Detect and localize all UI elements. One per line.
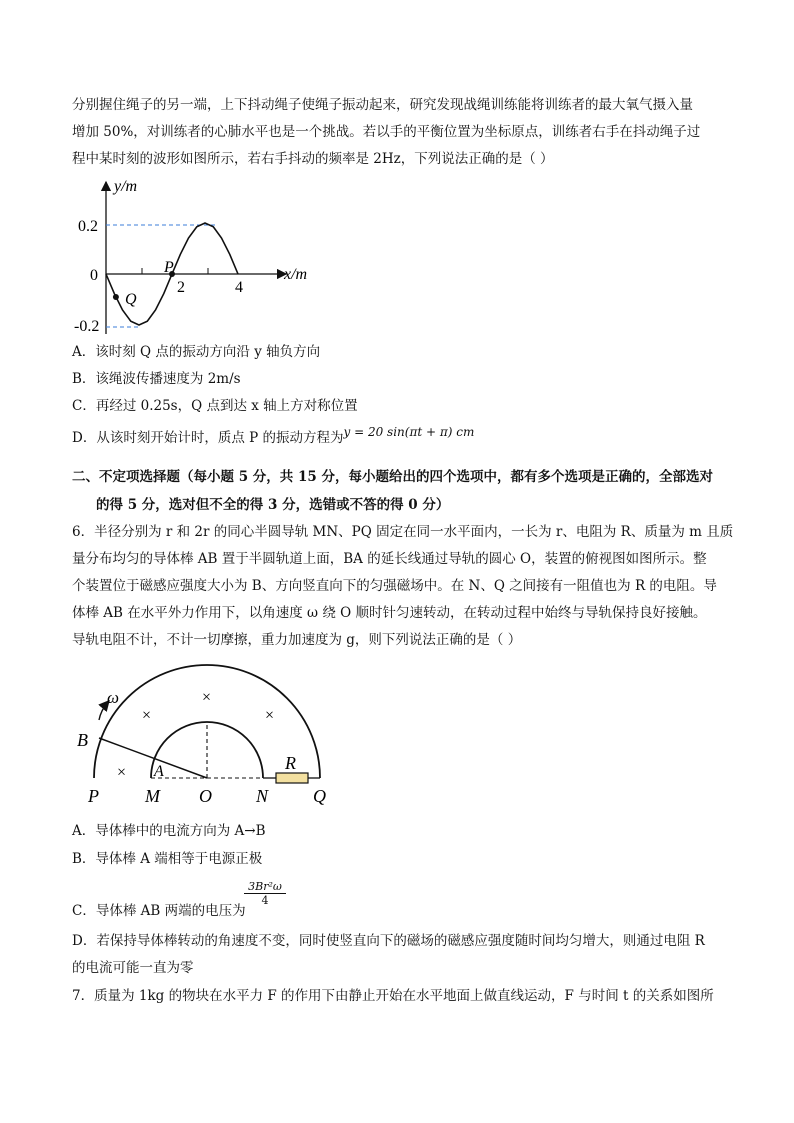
wave-figure [70, 176, 330, 341]
point-p-label: P [164, 259, 174, 276]
y-tick-label-neg0.2: -0.2 [74, 318, 100, 335]
y-axis-label: y/m [114, 178, 138, 195]
omega-label: ω [107, 688, 120, 707]
q5-option-d-formula: y = 20 sin(πt + π) cm [343, 425, 475, 439]
rail-figure [72, 660, 342, 810]
q6-option-d-line-1: D．若保持导体棒转动的角速度不变，同时使竖直向下的磁场的磁感应强度随时间均匀增大，则通过电阻 R [72, 933, 705, 949]
q6-line-4: 体棒 AB 在水平外力作用下，以角速度 ω 绕 O 顺时针匀速转动，在转动过程中始终与导轨保持良好接触。 [72, 605, 707, 621]
field-cross: × [142, 707, 152, 724]
field-cross: × [265, 707, 275, 724]
q5-option-b: B．该绳波传播速度为 2m/s [72, 371, 241, 387]
q6-option-d-line-2: 的电流可能一直为零 [72, 960, 194, 976]
conductor-rod [99, 738, 207, 778]
q6-line-2: 量分布均匀的导体棒 AB 置于半圆轨道上面，BA 的延长线通过导轨的圆心 O，装置的俯视图如图所示。整 [72, 551, 707, 567]
q5-option-d-text: D．从该时刻开始计时，质点 P 的振动方程为 [72, 430, 344, 446]
q5-option-d [72, 425, 475, 447]
q6-option-b: B．导体棒 A 端相等于电源正极 [72, 851, 263, 867]
fraction-numerator: 3Br²ω [244, 880, 286, 894]
label-n: N [256, 786, 269, 806]
intro-line-1: 分别握住绳子的另一端，上下抖动绳子使绳子振动起来，研究发现战绳训练能将训练者的最大氧气摄入量 [72, 97, 693, 113]
point-q-dot [113, 294, 119, 300]
intro-line-3: 程中某时刻的波形如图所示，若右手抖动的频率是 2Hz，下列说法正确的是（ ） [72, 151, 554, 167]
label-o: O [199, 786, 212, 806]
field-cross: × [202, 689, 212, 706]
label-m: M [145, 786, 160, 806]
intro-line-2: 增加 50%，对训练者的心肺水平也是一个挑战。若以手的平衡位置为坐标原点，训练者右手在抖动绳子过 [72, 124, 701, 140]
q5-option-c: C．再经过 0.25s，Q 点到达 x 轴上方对称位置 [72, 398, 358, 414]
q7-line-1: 7．质量为 1kg 的物块在水平力 F 的作用下由静止开始在水平地面上做直线运动，F 与时间 t 的关系如图所 [72, 988, 714, 1004]
label-b: B [77, 730, 88, 750]
point-q-label: Q [125, 291, 137, 308]
q6-line-1: 6．半径分别为 r 和 2r 的同心半圆导轨 MN、PQ 固定在同一水平面内，一长为 r、电阻为 R、质量为 m 且质 [72, 524, 734, 540]
fraction-denominator: 4 [261, 894, 269, 907]
section2-line-2: 的得 5 分，选对但不全的得 3 分，选错或不答的得 0 分） [96, 497, 450, 513]
q6-option-a: A．导体棒中的电流方向为 A→B [72, 823, 266, 839]
x-tick-label-2: 2 [177, 279, 185, 296]
section2-line-1: 二、不定项选择题（每小题 5 分，共 15 分，每小题给出的四个选项中，都有多个选项是正确的，全部选对 [72, 469, 713, 485]
label-q: Q [313, 786, 326, 806]
x-axis-label: x/m [284, 266, 308, 283]
resistor [276, 773, 308, 783]
q6-option-c-fraction [244, 880, 286, 907]
q6-line-5: 导轨电阻不计，不计一切摩擦，重力加速度为 g，则下列说法正确的是（ ） [72, 632, 522, 648]
y-tick-label-0.2: 0.2 [78, 218, 98, 235]
label-a: A [154, 763, 164, 780]
field-cross: × [117, 764, 127, 781]
q5-option-a: A．该时刻 Q 点的振动方向沿 y 轴负方向 [72, 344, 321, 360]
y-tick-label-0: 0 [90, 267, 98, 284]
label-p: P [88, 786, 99, 806]
x-tick-label-4: 4 [235, 279, 243, 296]
q6-option-c: C．导体棒 AB 两端的电压为 [72, 903, 246, 919]
label-r: R [285, 753, 296, 773]
q6-line-3: 个装置位于磁感应强度大小为 B、方向竖直向下的匀强磁场中。在 N、Q 之间接有一阻值也为 R 的电阻。导 [72, 578, 717, 594]
